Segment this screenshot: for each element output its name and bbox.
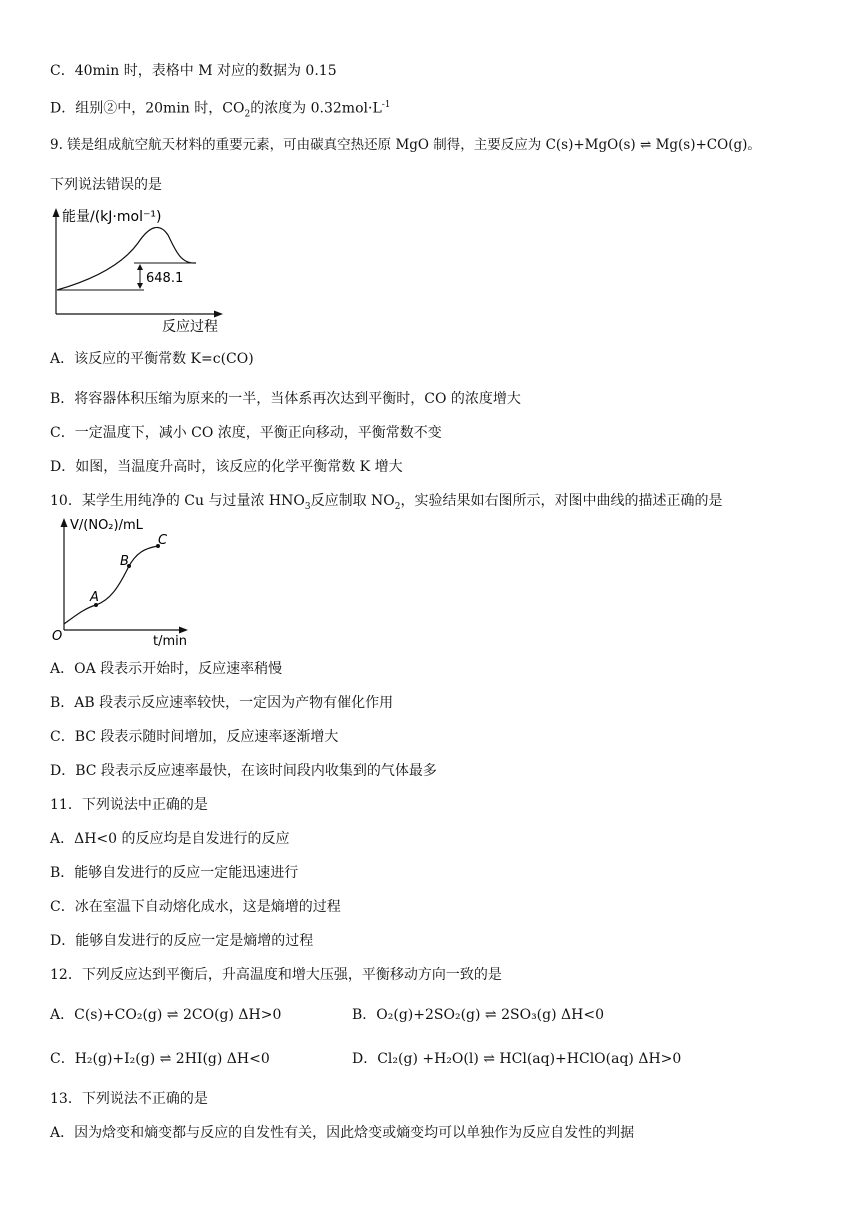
q11-stem: 11．下列说法中正确的是 xyxy=(50,797,208,813)
q9-energy-diagram xyxy=(42,205,242,339)
q10-x-label: t/min xyxy=(153,634,187,649)
q9-y-arrow-icon xyxy=(53,208,60,217)
q8-option-d-sup: -1 xyxy=(381,100,391,110)
q10-stem-sub1: 3 xyxy=(304,501,311,512)
q10-y-label: V/(NO₂)/mL xyxy=(70,518,143,533)
q12-option-d: D．Cl₂(g) +H₂O(l) ⇌ HCl(aq)+HClO(aq) ΔH>0 xyxy=(352,1051,682,1067)
q12-option-c: C．H₂(g)+I₂(g) ⇌ 2HI(g) ΔH<0 xyxy=(50,1051,270,1067)
q10-stem-a: 10．某学生用纯净的 Cu 与过量浓 HNO xyxy=(50,493,305,509)
q9-option-b: B．将容器体积压缩为原来的一半，当体系再次达到平衡时，CO 的浓度增大 xyxy=(50,391,521,407)
q10-option-a: A．OA 段表示开始时，反应速率稍慢 xyxy=(50,661,283,677)
q9-y-label: 能量/(kJ·mol⁻¹) xyxy=(62,209,162,225)
q11-option-a: A．ΔH<0 的反应均是自发进行的反应 xyxy=(50,831,290,847)
q11-option-c: C．冰在室温下自动熔化成水，这是熵增的过程 xyxy=(50,899,341,915)
q9-option-a: A．该反应的平衡常数 K=c(CO) xyxy=(50,351,254,367)
q10-label-c: C xyxy=(158,533,168,548)
q8-option-d xyxy=(50,96,391,123)
q10-label-a: A xyxy=(90,590,99,605)
q9-delta-arrow-up-icon xyxy=(137,264,143,270)
q9-x-arrow-icon xyxy=(214,311,223,318)
q10-stem-b: 反应制取 NO xyxy=(310,493,395,509)
q10-option-b: B．AB 段表示反应速率较快，一定因为产物有催化作用 xyxy=(50,695,394,711)
q10-y-arrow-icon xyxy=(61,518,68,527)
q8-option-d-rest: 的浓度为 0.32mol·L xyxy=(250,100,382,117)
q12-stem: 12．下列反应达到平衡后，升高温度和增大压强，平衡移动方向一致的是 xyxy=(50,967,502,983)
q8-option-c: C．40min 时，表格中 M 对应的数据为 0.15 xyxy=(50,63,337,79)
q12-option-a: A．C(s)+CO₂(g) ⇌ 2CO(g) ΔH>0 xyxy=(50,1007,282,1023)
q9-option-d: D．如图，当温度升高时，该反应的化学平衡常数 K 增大 xyxy=(50,459,403,475)
q10-x-arrow-icon xyxy=(179,627,188,634)
q10-volume-time-graph xyxy=(50,516,200,656)
q10-stem-c: ，实验结果如右图所示，对图中曲线的描述正确的是 xyxy=(400,493,723,509)
q10-stem xyxy=(50,492,723,516)
q12-option-b: B．O₂(g)+2SO₂(g) ⇌ 2SO₃(g) ΔH<0 xyxy=(352,1007,604,1023)
q13-option-a: A．因为焓变和熵变都与反应的自发性有关，因此焓变或熵变均可以单独作为反应自发性的判据 xyxy=(50,1125,635,1141)
q10-stem-sub2: 2 xyxy=(394,501,401,512)
q8-option-d-text: D．组别②中，20min 时，CO xyxy=(50,100,245,117)
q10-origin: O xyxy=(52,629,63,644)
q10-option-c: C．BC 段表示随时间增加，反应速率逐渐增大 xyxy=(50,729,339,745)
q9-x-label: 反应过程 xyxy=(162,319,218,335)
q9-stem: 9. 镁是组成航空航天材料的重要元素，可由碳真空热还原 MgO 制得，主要反应为 C(s)+MgO(s) ⇌ Mg(s)+CO(g)。 xyxy=(50,137,761,153)
q11-option-d: D．能够自发进行的反应一定是熵增的过程 xyxy=(50,933,314,949)
q13-stem: 13．下列说法不正确的是 xyxy=(50,1091,208,1107)
q9-stem-2: 下列说法错误的是 xyxy=(50,177,162,193)
q11-option-b: B．能够自发进行的反应一定能迅速进行 xyxy=(50,865,299,881)
q10-volume-curve xyxy=(64,546,158,624)
q9-option-c: C．一定温度下，减小 CO 浓度，平衡正向移动，平衡常数不变 xyxy=(50,425,442,441)
q10-option-d: D．BC 段表示反应速率最快，在该时间段内收集到的气体最多 xyxy=(50,763,437,779)
q10-label-b: B xyxy=(120,554,129,569)
q8-option-d-sub: 2 xyxy=(244,109,251,120)
q9-delta-arrow-down-icon xyxy=(137,283,143,289)
q9-delta-value: 648.1 xyxy=(146,271,184,286)
